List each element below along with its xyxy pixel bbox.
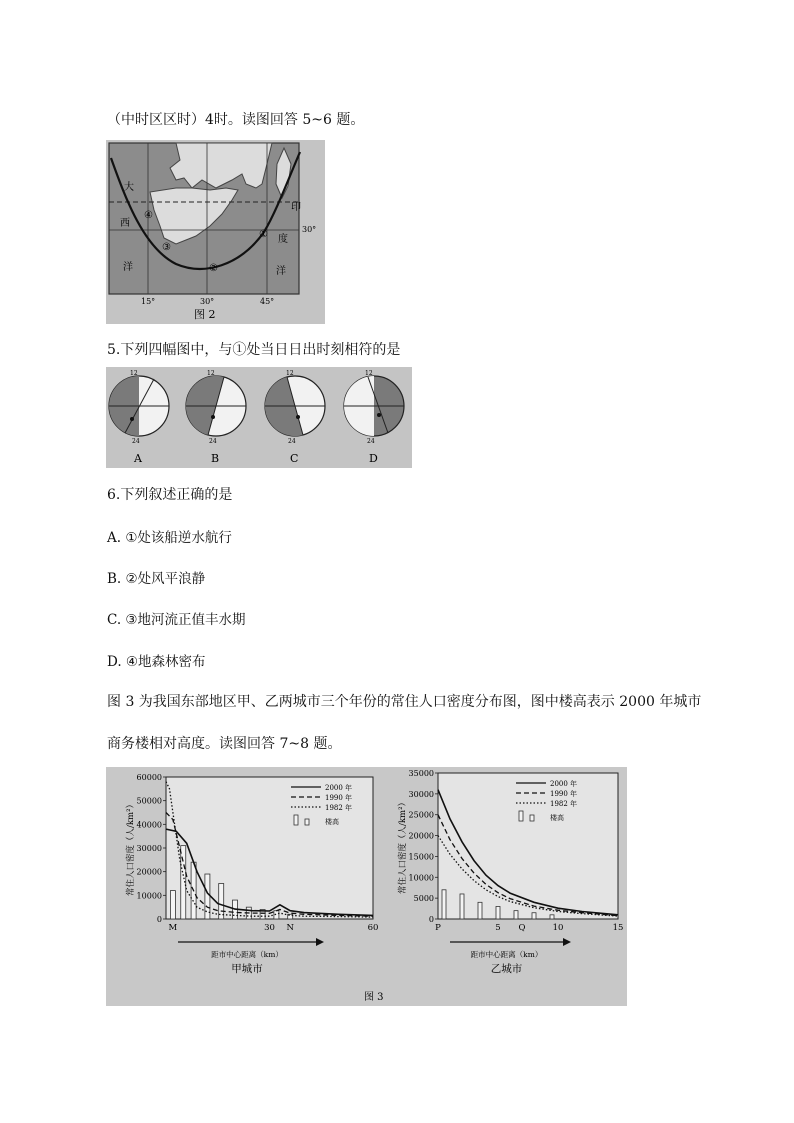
x-axis-label: 距市中心距离（km）: [470, 950, 543, 959]
legend-bar-swatch: [519, 811, 523, 821]
y-tick-label: 5000: [413, 894, 434, 904]
label-yang-1: 洋: [123, 262, 133, 273]
legend-bar-swatch: [305, 819, 309, 825]
legend-label: 1990 年: [550, 790, 578, 798]
legend-bar-swatch: [530, 815, 534, 821]
chart-title: 甲城市: [231, 963, 263, 975]
option-a-top-label: 12: [130, 370, 138, 377]
label-lon-15: 15°: [141, 297, 156, 306]
x-tick-label: N: [286, 923, 294, 933]
figure-3-caption: 图 3: [364, 992, 384, 1003]
y-tick-label: 20000: [136, 867, 162, 877]
building-height-bar: [170, 891, 175, 919]
option-a-bottom-label: 24: [132, 438, 140, 445]
option-b-top-label: 12: [207, 370, 215, 377]
x-axis-label: 距市中心距离（km）: [211, 950, 283, 959]
point-1: ①: [259, 229, 268, 240]
y-tick-label: 30000: [136, 844, 162, 853]
option-c-label: C: [290, 452, 299, 465]
q6-option-d[interactable]: D. ④地森林密布: [107, 654, 206, 670]
building-height-bar: [460, 894, 464, 919]
y-tick-label: 10000: [408, 873, 434, 883]
label-yin: 印: [291, 202, 301, 213]
map-svg: [106, 140, 325, 324]
figure-2-map: [106, 140, 325, 324]
x-tick-label: 5: [495, 923, 501, 933]
building-height-bar: [219, 884, 224, 920]
point-4: ④: [144, 210, 153, 221]
y-tick-label: 20000: [408, 831, 434, 841]
y-tick-label: 0: [428, 915, 434, 924]
y-tick-label: 15000: [408, 852, 434, 862]
option-a-label: A: [134, 452, 142, 465]
legend-label: 2000 年: [325, 784, 353, 792]
label-lat-30: 30°: [302, 225, 317, 234]
y-tick-label: 40000: [136, 820, 162, 830]
label-da: 大: [124, 182, 134, 193]
legend-label: 2000 年: [550, 780, 578, 788]
legend-label: 楼高: [550, 814, 564, 822]
building-height-bar: [496, 906, 500, 919]
option-d-top-label: 12: [365, 370, 373, 377]
building-height-bar: [442, 890, 446, 919]
sunrise-options-svg: [106, 367, 412, 468]
q6-option-a[interactable]: A. ①处该船逆水航行: [107, 530, 232, 546]
building-height-bar: [478, 902, 482, 919]
building-height-bar: [550, 915, 554, 919]
y-tick-label: 35000: [408, 769, 434, 778]
chart-title: 乙城市: [490, 963, 523, 975]
question-5-options-figure: [106, 367, 412, 468]
legend-label: 1982 年: [325, 804, 353, 812]
y-tick-label: 50000: [136, 796, 162, 806]
intro-line: （中时区区时）4时。读图回答 5~6 题。: [107, 112, 365, 128]
x-tick-label: M: [168, 923, 178, 933]
figure-2-caption: 图 2: [194, 308, 216, 321]
legend-bar-swatch: [294, 815, 298, 825]
y-axis-label: 常住人口密度（人/km²）: [126, 800, 136, 896]
building-height-bar: [274, 911, 279, 919]
x-tick-label: 60: [367, 923, 379, 933]
label-xi: 西: [120, 218, 130, 229]
figure-3-svg: [106, 767, 627, 1006]
paragraph-line-2: 商务楼相对高度。读图回答 7~8 题。: [107, 736, 342, 752]
building-height-bar: [514, 911, 518, 919]
point-3: ③: [162, 242, 171, 253]
y-axis-label: 常住人口密度（人/km²）: [398, 798, 408, 894]
legend-label: 楼高: [325, 818, 339, 826]
point-2: ②: [209, 263, 218, 274]
label-lon-30: 30°: [200, 297, 215, 306]
label-yang-2: 洋: [276, 266, 286, 277]
building-height-bar: [532, 913, 536, 919]
legend-label: 1982 年: [550, 800, 578, 808]
y-tick-label: 0: [156, 915, 162, 924]
legend-label: 1990 年: [325, 794, 353, 802]
option-c-top-label: 12: [286, 370, 294, 377]
x-tick-label: Q: [518, 923, 526, 933]
option-b-label: B: [211, 452, 220, 465]
x-tick-label: P: [435, 923, 441, 933]
x-tick-label: 30: [264, 923, 275, 933]
q6-option-c[interactable]: C. ③地河流正值丰水期: [107, 612, 246, 628]
option-d-label: D: [369, 452, 378, 465]
label-lon-45: 45°: [260, 297, 275, 306]
option-d-bottom-label: 24: [367, 438, 375, 445]
figure-3: [106, 767, 627, 1006]
y-tick-label: 10000: [136, 891, 162, 901]
option-c-bottom-label: 24: [288, 438, 296, 445]
paragraph-line-1: 图 3 为我国东部地区甲、乙两城市三个年份的常住人口密度分布图，图中楼高表示 2000 年城市: [107, 694, 702, 710]
y-tick-label: 25000: [408, 810, 434, 820]
question-6: 6.下列叙述正确的是: [107, 487, 233, 503]
q6-option-b[interactable]: B. ②处风平浪静: [107, 571, 206, 587]
x-tick-label: 10: [552, 923, 564, 933]
x-tick-label: 15: [612, 923, 624, 933]
y-tick-label: 30000: [408, 789, 434, 799]
y-tick-label: 60000: [136, 773, 162, 782]
question-5: 5.下列四幅图中，与①处当日日出时刻相符的是: [107, 342, 401, 358]
label-du: 度: [278, 234, 288, 245]
option-b-bottom-label: 24: [209, 438, 217, 445]
